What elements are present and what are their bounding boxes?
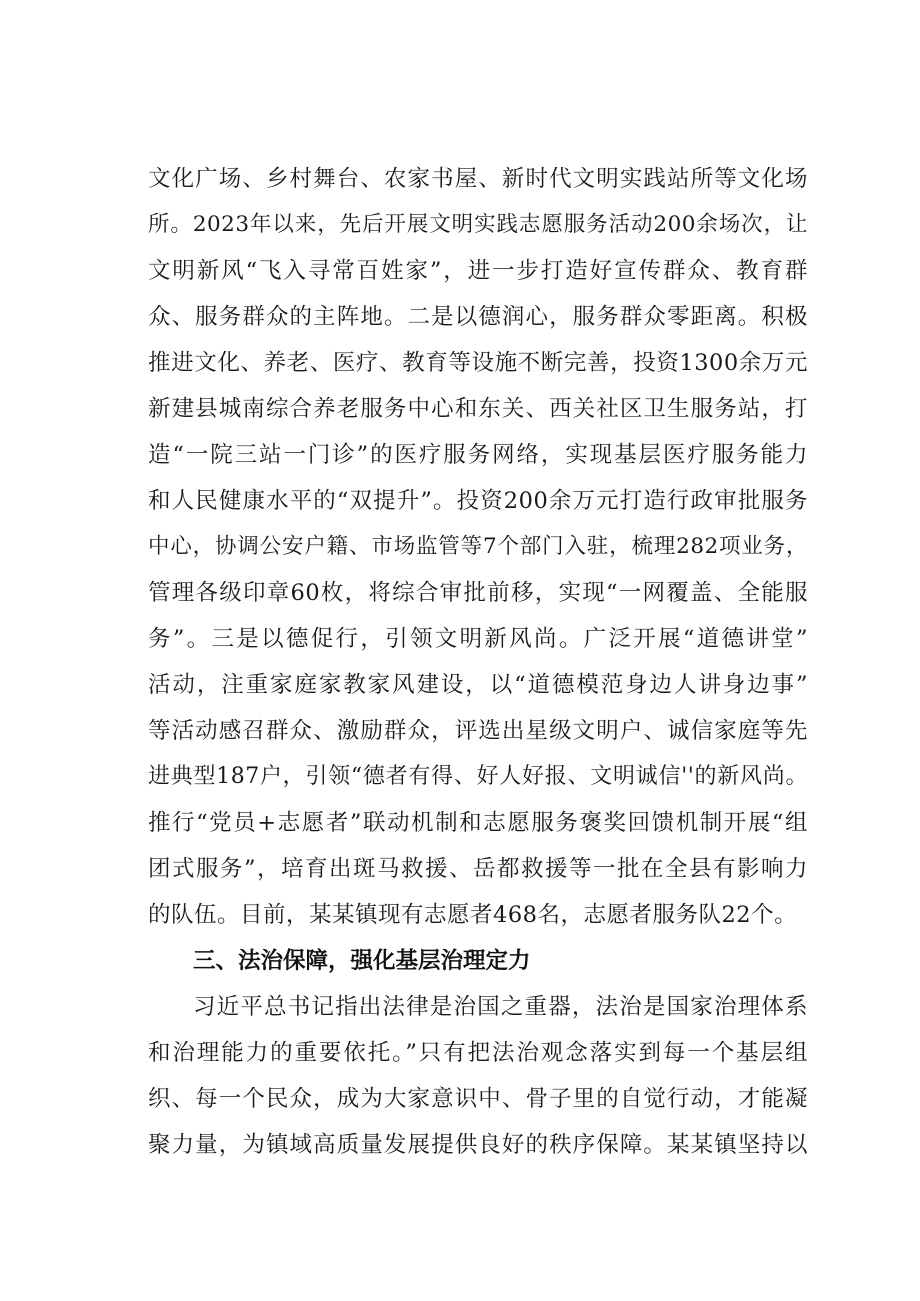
paragraph-line: 文明新风“飞入寻常百姓家”，进一步打造好宣传群众、教育群	[148, 258, 808, 284]
paragraph-line: 进典型187户，引领“德者有得、好人好报、文明诚信''的新风尚。	[148, 764, 808, 789]
document-body	[148, 156, 808, 1168]
paragraph-line: 团式服务”，培育出斑马救援、岳都救援等一批在全县有影响力	[148, 856, 808, 882]
paragraph-line: 等活动感召群众、激励群众，评选出星级文明户、诚信家庭等先	[148, 718, 808, 744]
paragraph-line: 的队伍。目前，某某镇现有志愿者468名，志愿者服务队22个。	[148, 902, 798, 928]
paragraph-civilization-practice	[148, 156, 808, 938]
paragraph-line: 造“一院三站一门诊”的医疗服务网络，实现基层医疗服务能力	[148, 442, 808, 468]
paragraph-line: 管理各级印章60枚，将综合审批前移，实现“一网覆盖、全能服	[148, 580, 808, 606]
paragraph-line: 务”。三是以德促行，引领文明新风尚。广泛开展“道德讲堂”	[148, 626, 808, 652]
paragraph-line: 活动，注重家庭家教家风建设，以“道德模范身边人讲身边事”	[148, 672, 808, 698]
paragraph-line: 习近平总书记指出法律是治国之重器，法治是国家治理体系	[193, 994, 808, 1020]
section-heading: 三、法治保障，强化基层治理定力	[193, 948, 531, 974]
paragraph-line: 所。2023年以来，先后开展文明实践志愿服务活动200余场次，让	[148, 212, 808, 237]
paragraph-line: 众、服务群众的主阵地。二是以德润心，服务群众零距离。积极	[148, 304, 808, 330]
paragraph-line: 聚力量，为镇域高质量发展提供良好的秩序保障。某某镇坚持以	[148, 1132, 808, 1158]
paragraph-line: 推进文化、养老、医疗、教育等设施不断完善，投资1300余万元	[148, 350, 808, 376]
paragraph-line: 推行“党员+志愿者”联动机制和志愿服务褒奖回馈机制开展“组	[148, 810, 808, 836]
paragraph-rule-of-law	[148, 984, 808, 1168]
paragraph-line: 文化广场、乡村舞台、农家书屋、新时代文明实践站所等文化场	[148, 166, 808, 192]
paragraph-line: 新建县城南综合养老服务中心和东关、西关社区卫生服务站，打	[148, 396, 808, 422]
paragraph-line: 织、每一个民众，成为大家意识中、骨子里的自觉行动，才能凝	[148, 1086, 808, 1112]
paragraph-line: 和治理能力的重要依托。”只有把法治观念落实到每一个基层组	[148, 1040, 808, 1066]
paragraph-line: 中心，协调公安户籍、市场监管等7个部门入驻，梳理282项业务，	[148, 534, 808, 559]
paragraph-line: 和人民健康水平的“双提升”。投资200余万元打造行政审批服务	[148, 488, 808, 514]
